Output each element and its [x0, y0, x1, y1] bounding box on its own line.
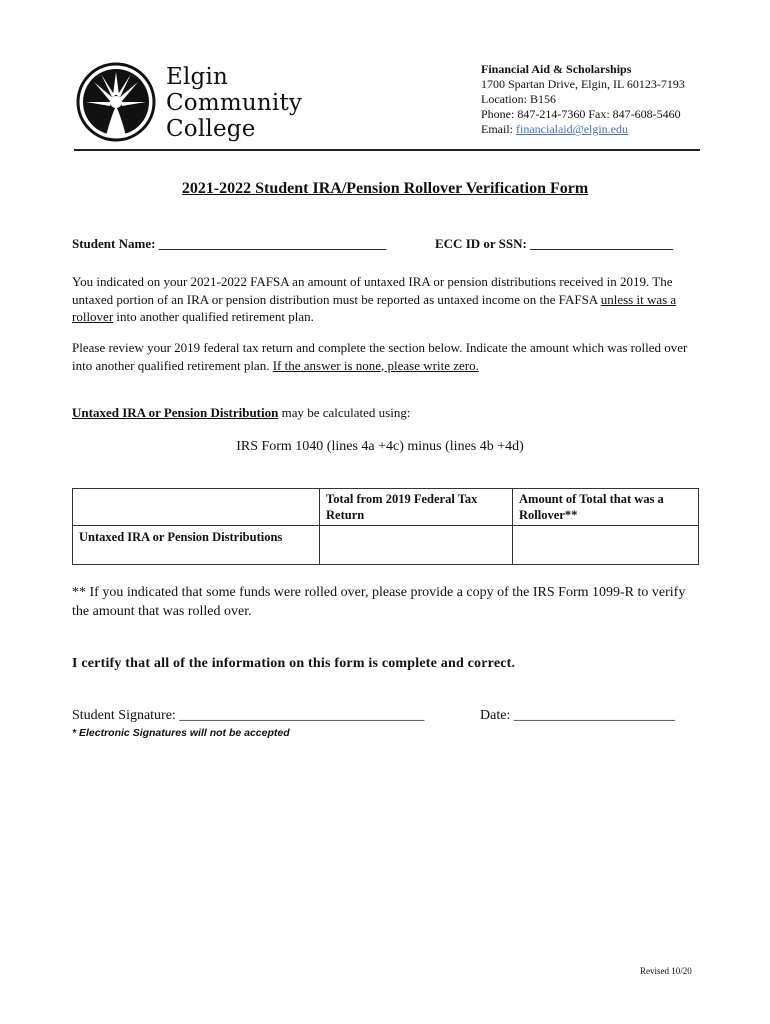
- office-email: [481, 122, 628, 137]
- intro-text-end: into another qualified retirement plan.: [113, 309, 314, 324]
- ecc-starburst-logo-icon: [76, 62, 156, 142]
- office-name: Financial Aid & Scholarships: [481, 62, 632, 76]
- table-header-rollover: Amount of Total that was a Rollover**: [513, 489, 699, 526]
- rollover-footnote: ** If you indicated that some funds were rolled over, please provide a copy of the IRS Form 1099-R to verify the amount that was rolled over.: [72, 585, 686, 619]
- electronic-signature-note: * Electronic Signatures will not be accepted: [72, 727, 290, 739]
- review-paragraph: [72, 339, 702, 374]
- calc-label: Untaxed IRA or Pension Distribution: [72, 405, 279, 420]
- certification-statement: I certify that all of the information on this form is complete and correct.: [72, 656, 516, 671]
- rollover-amount-cell[interactable]: [513, 526, 699, 565]
- total-amount-cell[interactable]: [320, 526, 513, 565]
- irs-formula: IRS Form 1040 (lines 4a +4c) minus (lines 4b +4d): [236, 439, 524, 454]
- student-signature-field[interactable]: Student Signature: ___________________________________: [72, 708, 425, 723]
- ecc-id-field[interactable]: ECC ID or SSN: ______________________: [435, 236, 674, 251]
- table-corner-cell: [73, 489, 320, 526]
- office-address: 1700 Spartan Drive, Elgin, IL 60123-7193: [481, 77, 685, 91]
- header-divider: [74, 149, 700, 151]
- email-label: Email:: [481, 122, 516, 136]
- logo-text-college: College: [166, 116, 256, 142]
- table-row-label: Untaxed IRA or Pension Distributions: [73, 526, 320, 565]
- intro-underlined: unless it was a rollover: [72, 291, 677, 324]
- office-phone-fax: Phone: 847-214-7360 Fax: 847-608-5460: [481, 107, 681, 121]
- form-title: 2021-2022 Student IRA/Pension Rollover Verification Form: [181, 180, 589, 197]
- review-text: Please review your 2019 federal tax return and complete the section below. Indicate the amount which was rolled over into another qualified retirement plan.: [72, 340, 688, 373]
- table-header-total: Total from 2019 Federal Tax Return: [320, 489, 513, 526]
- distribution-table: [72, 488, 699, 565]
- revision-date: Revised 10/20: [640, 966, 692, 976]
- email-link[interactable]: financialaid@elgin.edu: [516, 122, 629, 136]
- logo-text-community: Community: [166, 90, 303, 116]
- intro-paragraph: [72, 273, 702, 326]
- office-location: Location: B156: [481, 92, 556, 106]
- review-underlined: If the answer is none, please write zero.: [272, 357, 479, 373]
- date-field[interactable]: Date: _______________________: [480, 708, 675, 723]
- logo-text-elgin: Elgin: [166, 64, 229, 90]
- calc-line: [72, 404, 702, 422]
- student-name-field[interactable]: Student Name: ___________________________________: [72, 236, 387, 251]
- intro-text: You indicated on your 2021-2022 FAFSA an amount of untaxed IRA or pension distributions received in 2019. The untaxed portion of an IRA or pension distribution must be reported as untaxed income on the FAFSA: [72, 274, 673, 307]
- calc-rest: may be calculated using:: [278, 405, 411, 420]
